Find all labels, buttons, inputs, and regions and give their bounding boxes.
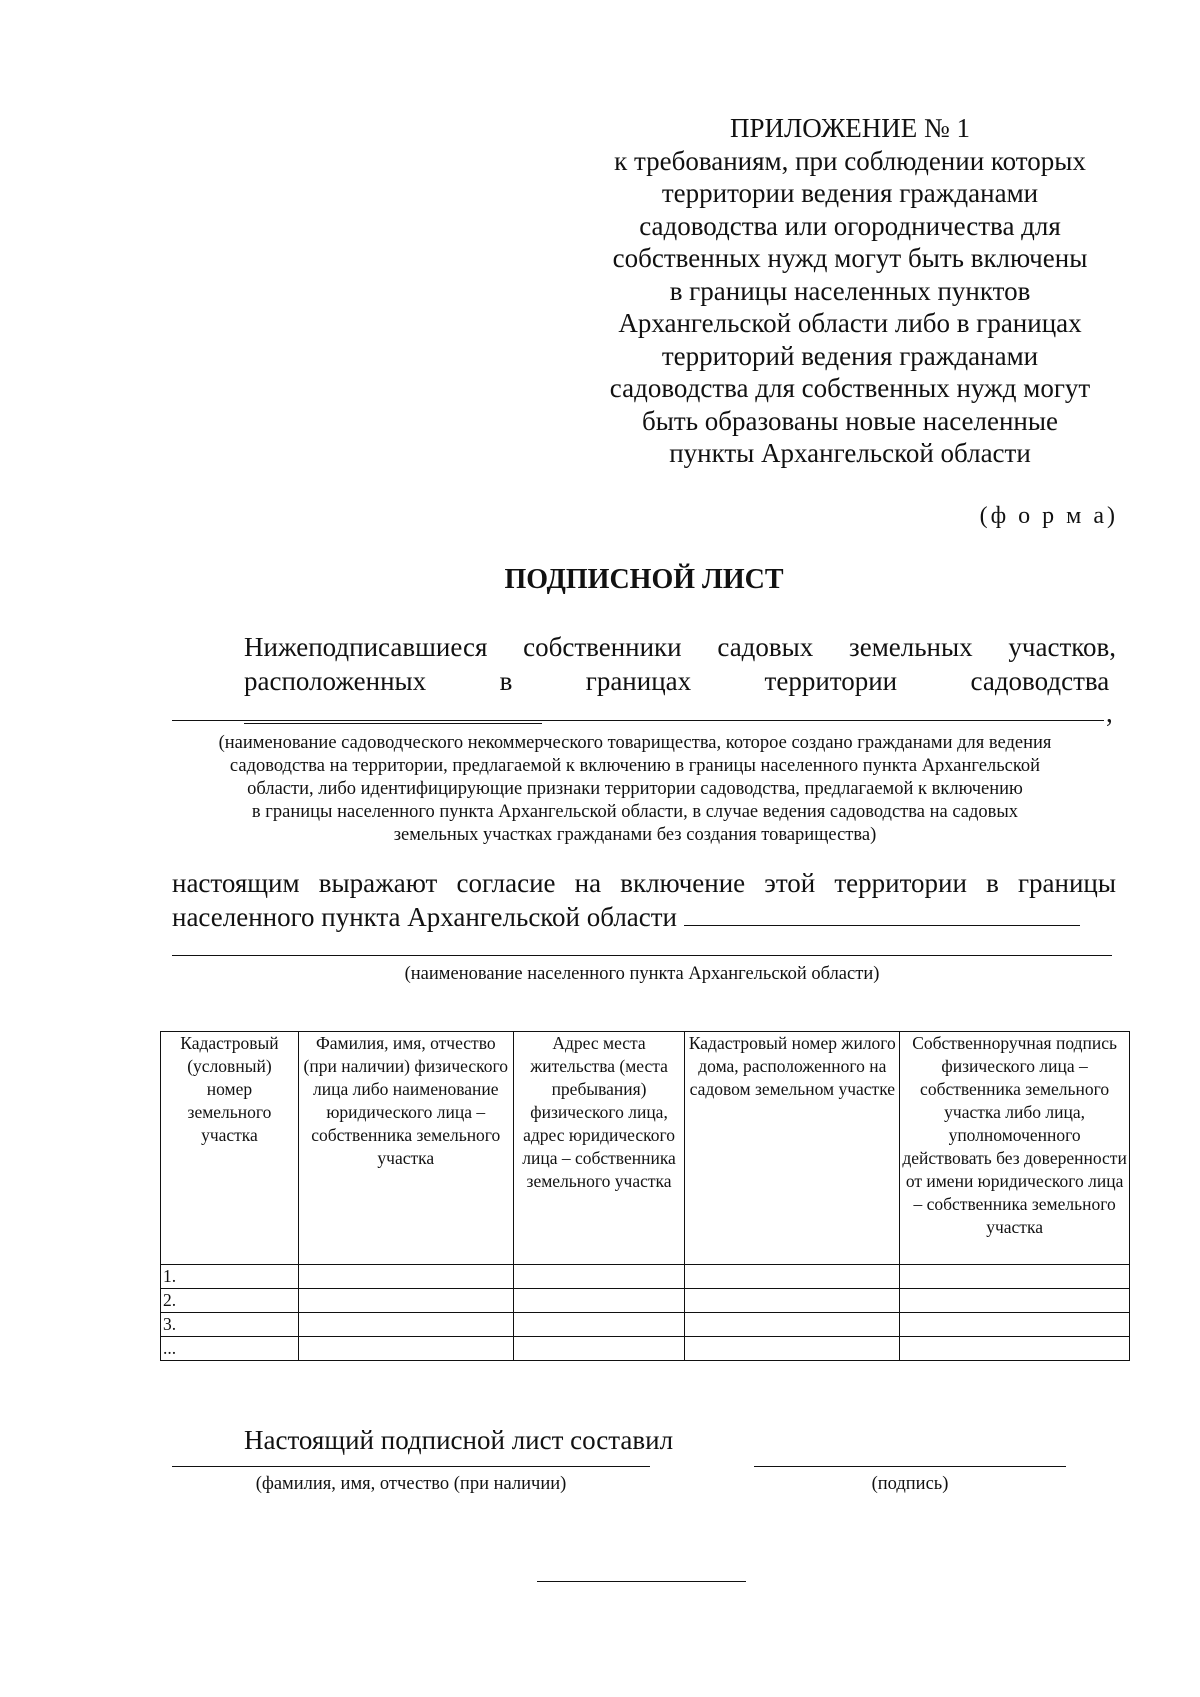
signatures-table	[160, 1031, 1130, 1361]
end-separator-line	[537, 1581, 746, 1582]
caption-line: садоводства на территории, предлагаемой к включению в границы населенного пункта Архангельской	[229, 756, 1041, 776]
row-number: ...	[161, 1337, 299, 1361]
table-row	[161, 1289, 1130, 1313]
appendix-line: территорий ведения гражданами	[661, 340, 1039, 371]
territory-name-line[interactable]	[172, 720, 1104, 721]
table-header-row	[161, 1032, 1130, 1265]
table-cell[interactable]	[298, 1337, 513, 1361]
document-title: ПОДПИСНОЙ ЛИСТ	[504, 564, 784, 595]
table-row	[161, 1337, 1130, 1361]
intro-text: Нижеподписавшиеся собственники садовых земельных участков, расположенных в границах территории садоводства	[244, 632, 1116, 696]
signature-caption: (подпись)	[871, 1474, 949, 1494]
table-row	[161, 1313, 1130, 1337]
appendix-line: пункты Архангельской области	[669, 438, 1031, 468]
caption-line: в границы населенного пункта Архангельской области, в случае ведения садоводства на садовых	[251, 802, 1019, 822]
row-number: 3.	[161, 1313, 299, 1337]
trailing-comma: ,	[1106, 698, 1113, 728]
consent-text: настоящим выражают согласие на включение этой территории в границы населенного пункта Архангельской области	[172, 868, 1116, 932]
compiler-name-line[interactable]	[172, 1466, 650, 1467]
appendix-line: быть образованы новые населенные	[642, 405, 1058, 436]
table-cell[interactable]	[900, 1313, 1130, 1337]
table-cell[interactable]	[298, 1289, 513, 1313]
table-row	[161, 1265, 1130, 1289]
table-cell[interactable]	[513, 1337, 685, 1361]
settlement-name-field[interactable]	[684, 901, 1080, 926]
settlement-caption: (наименование населенного пункта Архангельской области)	[404, 964, 880, 984]
column-header-cadastral-house: Кадастровый номер жилого дома, расположенного на садовом земельном участке	[685, 1032, 900, 1265]
table-cell[interactable]	[685, 1289, 900, 1313]
table-cell[interactable]	[513, 1289, 685, 1313]
caption-line: области, либо идентифицирующие признаки территории садоводства, предлагаемой к включению	[247, 779, 1023, 799]
form-label: (ф о р м а)	[979, 503, 1118, 529]
appendix-line: собственных нужд могут быть включены	[612, 243, 1088, 273]
appendix-line: Архангельской области либо в границах	[618, 308, 1082, 338]
intro-paragraph	[172, 630, 1116, 732]
caption-line: (наименование садоводческого некоммерческого товарищества, которое создано гражданами для ведения	[218, 733, 1052, 753]
row-number: 1.	[161, 1265, 299, 1289]
table-cell[interactable]	[513, 1265, 685, 1289]
table-cell[interactable]	[685, 1313, 900, 1337]
caption-line: земельных участках гражданами без создания товарищества)	[393, 825, 877, 845]
appendix-line: к требованиям, при соблюдении которых	[614, 145, 1086, 176]
table-cell[interactable]	[298, 1265, 513, 1289]
appendix-line: садоводства для собственных нужд могут	[609, 373, 1091, 403]
consent-paragraph	[172, 866, 1116, 934]
compiled-by-text: Настоящий подписной лист составил	[244, 1425, 674, 1455]
table-cell[interactable]	[685, 1265, 900, 1289]
column-header-signature: Собственноручная подпись физического лица – собственника земельного участка либо лица, уполномоченного действовать без доверенности от имени юридического лица – собственника земельного участка	[900, 1032, 1130, 1265]
table-cell[interactable]	[900, 1265, 1130, 1289]
signature-line[interactable]	[754, 1466, 1066, 1467]
column-header-cadastral-plot: Кадастровый (условный) номер земельного участка	[161, 1032, 299, 1265]
table-cell[interactable]	[900, 1289, 1130, 1313]
appendix-line: территории ведения гражданами	[661, 178, 1039, 208]
column-header-owner-name: Фамилия, имя, отчество (при наличии) физического лица либо наименование юридического лица – собственника земельного участка	[298, 1032, 513, 1265]
table-cell[interactable]	[900, 1337, 1130, 1361]
table-cell[interactable]	[513, 1313, 685, 1337]
row-number: 2.	[161, 1289, 299, 1313]
appendix-block	[590, 112, 1110, 470]
table-cell[interactable]	[685, 1337, 900, 1361]
column-header-address: Адрес места жительства (места пребывания) физического лица, адрес юридического лица – собственника земельного участка	[513, 1032, 685, 1265]
table-cell[interactable]	[298, 1313, 513, 1337]
territory-caption	[150, 732, 1120, 847]
appendix-title: ПРИЛОЖЕНИЕ № 1	[729, 113, 971, 143]
appendix-line: садоводства или огородничества для	[639, 210, 1061, 241]
appendix-line: в границы населенных пунктов	[669, 275, 1031, 306]
settlement-name-line[interactable]	[172, 955, 1112, 956]
compiler-name-caption: (фамилия, имя, отчество (при наличии)	[255, 1474, 567, 1494]
